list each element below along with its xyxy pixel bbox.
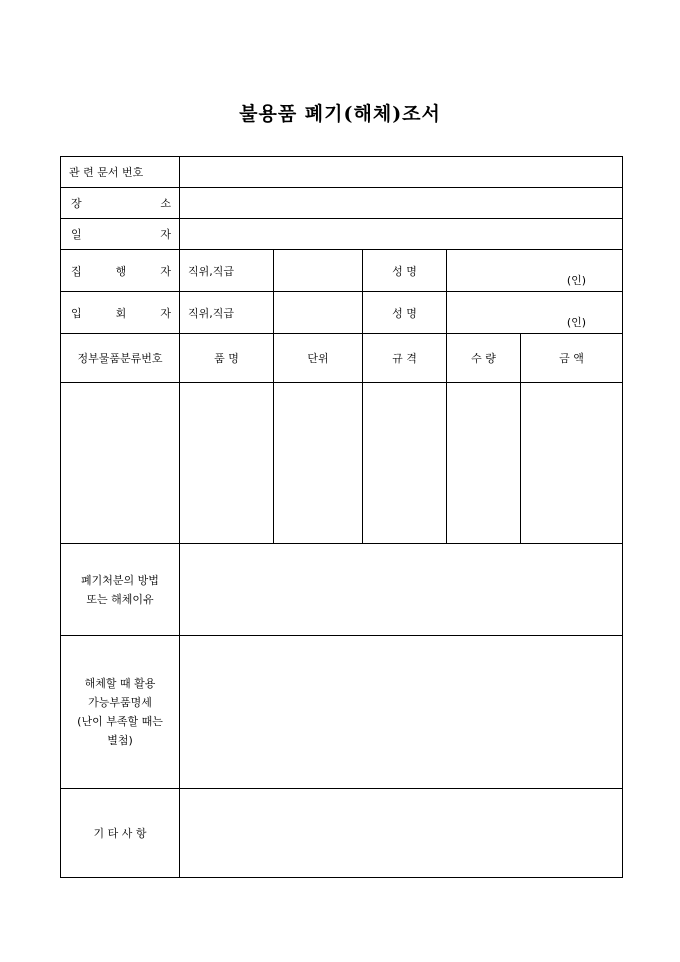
seal-mark: (인) — [566, 316, 587, 329]
row-reusable-parts — [61, 636, 623, 789]
row-other-notes — [61, 789, 623, 878]
header-classification-number: 정부물품분류번호 — [61, 334, 180, 383]
field-doc-number[interactable] — [180, 157, 623, 188]
disposal-form-table — [60, 156, 623, 878]
row-doc-number — [61, 157, 623, 188]
field-unit[interactable] — [274, 383, 363, 544]
field-reusable-parts[interactable] — [180, 636, 623, 789]
field-item-name[interactable] — [180, 383, 274, 544]
field-place[interactable] — [180, 188, 623, 219]
label-date: 일 자 — [61, 219, 180, 250]
field-quantity[interactable] — [447, 383, 521, 544]
label-executor-name: 성 명 — [363, 250, 447, 292]
field-disposal-method[interactable] — [180, 544, 623, 636]
label-witness-name: 성 명 — [363, 292, 447, 334]
header-amount: 금 액 — [521, 334, 623, 383]
field-amount[interactable] — [521, 383, 623, 544]
header-quantity: 수 량 — [447, 334, 521, 383]
field-witness-name[interactable] — [447, 292, 623, 334]
row-place — [61, 188, 623, 219]
header-unit: 단위 — [274, 334, 363, 383]
field-date[interactable] — [180, 219, 623, 250]
label-place: 장 소 — [61, 188, 180, 219]
label-executor: 집 행 자 — [61, 250, 180, 292]
header-item-name: 품 명 — [180, 334, 274, 383]
label-doc-number: 관 련 문서 번호 — [61, 157, 180, 188]
field-classification-number[interactable] — [61, 383, 180, 544]
item-table-body — [61, 383, 623, 544]
row-executor — [61, 250, 623, 292]
field-other-notes[interactable] — [180, 789, 623, 878]
label-disposal-method: 폐기처분의 방법 또는 해체이유 — [61, 544, 180, 636]
row-date — [61, 219, 623, 250]
label-witness-position: 직위,직급 — [180, 292, 274, 334]
header-spec: 규 격 — [363, 334, 447, 383]
field-executor-position[interactable] — [274, 250, 363, 292]
label-executor-position: 직위,직급 — [180, 250, 274, 292]
document-title: 불용품 폐기(해체)조서 — [239, 103, 441, 125]
field-spec[interactable] — [363, 383, 447, 544]
field-witness-position[interactable] — [274, 292, 363, 334]
row-disposal-method — [61, 544, 623, 636]
label-witness: 입 회 자 — [61, 292, 180, 334]
label-reusable-parts: 해체할 때 활용 가능부품명세 (난이 부족할 때는 별첨) — [61, 636, 180, 789]
item-table-header — [61, 334, 623, 383]
seal-mark: (인) — [566, 274, 587, 287]
row-witness — [61, 292, 623, 334]
field-executor-name[interactable] — [447, 250, 623, 292]
label-other-notes: 기 타 사 항 — [61, 789, 180, 878]
